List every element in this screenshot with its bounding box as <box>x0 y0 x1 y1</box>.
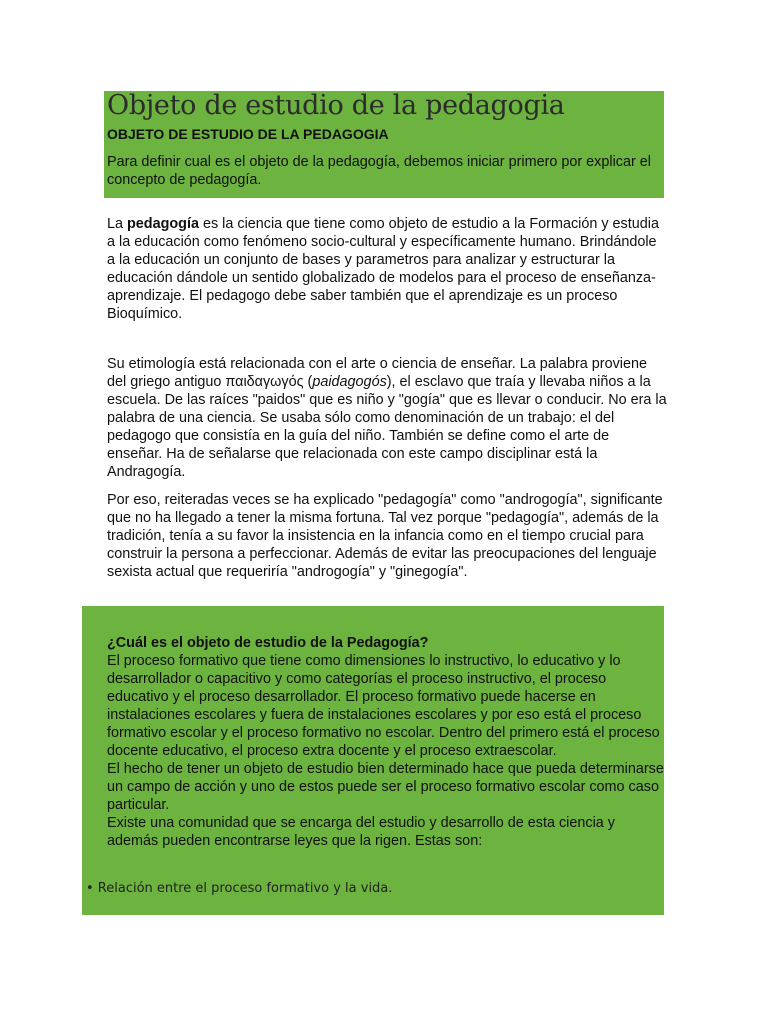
definition-paragraph <box>107 215 667 323</box>
answer-paragraph-3: Existe una comunidad que se encarga del estudio y desarrollo de esta ciencia y además pueden encontrarse leyes que la rigen. Estas son: <box>107 815 615 849</box>
page-title: Objeto de estudio de la pedagogia <box>107 90 565 121</box>
answer-paragraph-1: El proceso formativo que tiene como dimensiones lo instructivo, lo educativo y lo desarrollador o capacitivo y como categorías el proceso instructivo, el proceso educativo y el proceso desarrollador. El proceso formativo puede hacerse en instalaciones escolares y fuera de instalaciones escolares y por eso está el proceso formativo escolar y el proceso formativo no escolar. Dentro del primero está el proceso docente educativo, el proceso extra docente y el proceso extraescolar. <box>107 653 660 759</box>
definition-term: pedagogía <box>127 216 199 232</box>
answer-paragraph-2: El hecho de tener un objeto de estudio bien determinado hace que pueda determinarse un campo de acción y uno de estos puede ser el proceso formativo escolar como caso particular. <box>107 761 664 813</box>
definition-text-before: La <box>107 216 128 232</box>
bullet-item: • Relación entre el proceso formativo y la vida. <box>86 881 393 896</box>
question-section <box>107 634 667 850</box>
section-subtitle: OBJETO DE ESTUDIO DE LA PEDAGOGIA <box>107 126 389 142</box>
etymology-text-before: Su etimología está relacionada con el arte o ciencia de enseñar. La palabra proviene del griego antiguo παιδαγωγός ( <box>107 356 648 390</box>
etymology-text-after: ), el esclavo que traía y llevaba niños a la escuela. De las raíces "paidos" que es niño y "gogía" que es llevar o conducir. No era la palabra de una ciencia. Se usaba sólo como denominación de un trabajo: el del pedagogo que consistía en la guía del niño. También se define como el arte de enseñar. Ha de señalarse que relacionada con este campo disciplinar está la Andragogía. <box>107 374 667 480</box>
etymology-term: paidagogós <box>312 374 387 390</box>
etymology-paragraph <box>107 355 667 481</box>
androgogy-paragraph: Por eso, reiteradas veces se ha explicado "pedagogía" como "androgogía", significante que no ha llegado a tener la misma fortuna. Tal vez porque "pedagogía", además de la tradición, tenía a su favor la insistencia en la infancia como en el tiempo crucial para construir la persona a perfeccionar. Además de evitar las preocupaciones del lenguaje sexista actual que requeriría "androgogía" y "ginegogía". <box>107 492 663 580</box>
definition-text-after: es la ciencia que tiene como objeto de estudio a la Formación y estudia a la educación como fenómeno socio-cultural y específicamente humano. Brindándole a la educación un conjunto de bases y parametros para analizar y estructurar la educación dándole un sentido globalizado de modelos para el proceso de enseñanza-aprendizaje. El pedagogo debe saber también que el aprendizaje es un proceso Bioquímico. <box>107 216 659 322</box>
intro-paragraph: Para definir cual es el objeto de la pedagogía, debemos iniciar primero por explicar el concepto de pedagogía. <box>107 154 651 188</box>
question-heading: ¿Cuál es el objeto de estudio de la Pedagogía? <box>107 635 429 651</box>
